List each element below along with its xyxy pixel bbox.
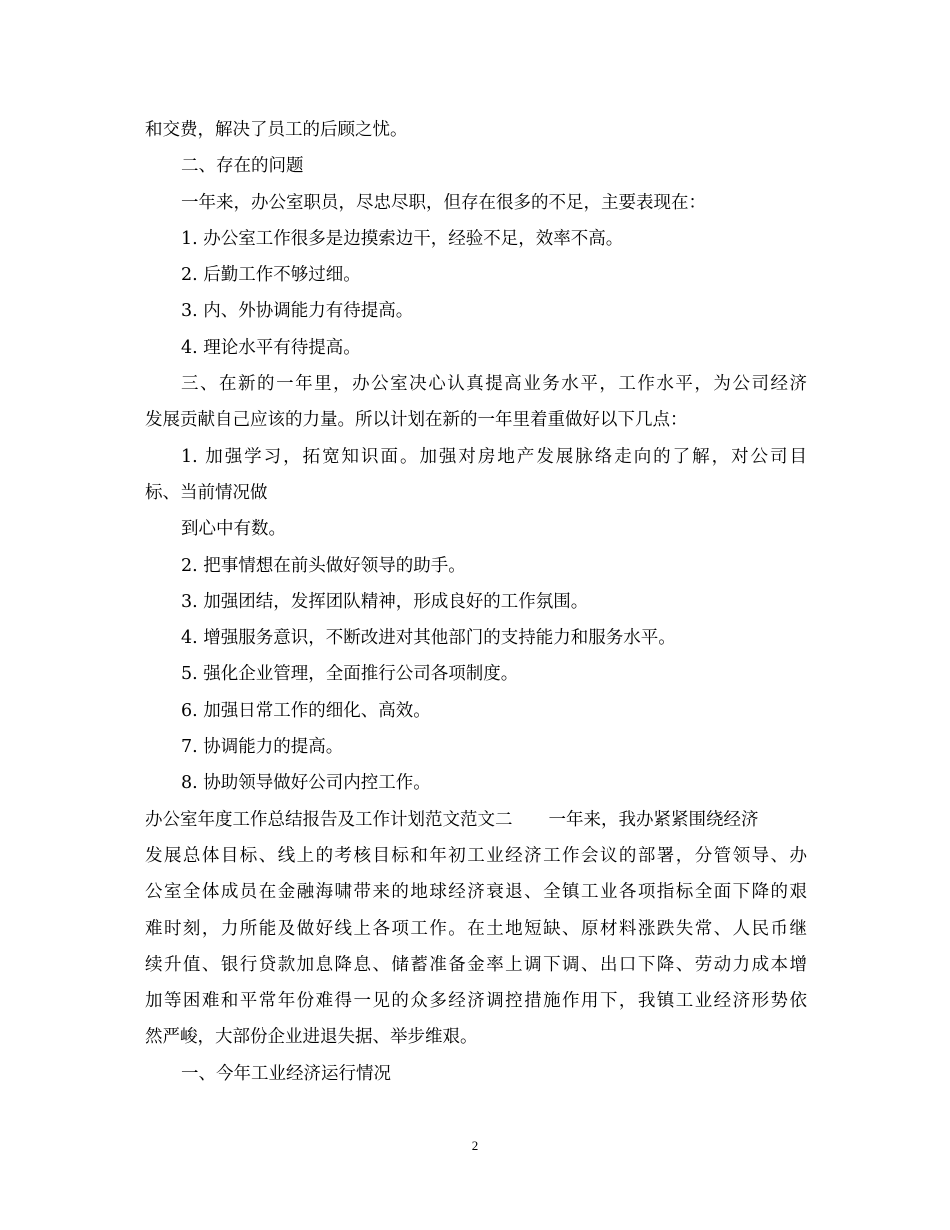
section-heading: 二、存在的问题 (181, 156, 304, 177)
list-item: 5. 强化企业管理，全面推行公司各项制度。 (181, 664, 519, 685)
list-item: 6. 加强日常工作的细化、高效。 (181, 700, 431, 721)
list-item: 1. 办公室工作很多是边摸索边干，经验不足，效率不高。 (181, 228, 624, 249)
paragraph-line: 发展总体目标、线上的考核目标和年初工业经济工作会议的部署，分管领导、办 (145, 845, 807, 866)
list-item: 4. 理论水平有待提高。 (181, 337, 361, 358)
document-body (145, 112, 807, 1092)
list-item: 3. 加强团结，发挥团队精神，形成良好的工作氛围。 (181, 591, 589, 612)
page-number: 2 (471, 1138, 479, 1153)
paragraph-line: 续升值、银行贷款加息降息、储蓄准备金率上调下调、出口下降、劳动力成本增 (145, 954, 807, 975)
paragraph-line: 和交费，解决了员工的后顾之忧。 (145, 120, 408, 140)
list-item: 8. 协助领导做好公司内控工作。 (181, 773, 431, 794)
list-item: 2. 把事情想在前头做好领导的助手。 (181, 555, 466, 576)
paragraph-line: 一年来，办公室职员，尽忠尽职，但存在很多的不足，主要表现在： (181, 192, 706, 213)
paragraph-line: 难时刻，力所能及做好线上各项工作。在土地短缺、原材料涨跌失常、人民币继 (145, 918, 807, 939)
document-title: 办公室年度工作总结报告及工作计划范文范文二 (145, 809, 513, 830)
paragraph-line: 加等困难和平常年份难得一见的众多经济调控措施作用下，我镇工业经济形势依 (145, 991, 807, 1012)
section-heading: 三、在新的一年里，办公室决心认真提高业务水平，工作水平，为公司经济 (181, 374, 807, 395)
paragraph-line: 标、当前情况做 (145, 482, 268, 503)
list-item: 7. 协调能力的提高。 (181, 737, 344, 758)
section-heading: 一、今年工业经济运行情况 (181, 1063, 391, 1084)
paragraph-line: 到心中有数。 (181, 519, 286, 540)
list-item: 1. 加强学习，拓宽知识面。加强对房地产发展脉络走向的了解，对公司目 (181, 446, 807, 467)
list-item: 2. 后勤工作不够过细。 (181, 265, 361, 286)
paragraph-line: 发展贡献自己应该的力量。所以计划在新的一年里着重做好以下几点： (145, 410, 688, 431)
paragraph-text: 一年来，我办紧紧围绕经济 (548, 809, 759, 830)
list-item: 3. 内、外协调能力有待提高。 (181, 301, 414, 322)
paragraph-line: 然严峻，大部份企业进退失据、举步维艰。 (145, 1027, 478, 1048)
paragraph-line (145, 802, 807, 838)
paragraph-line: 公室全体成员在金融海啸带来的地球经济衰退、全镇工业各项指标全面下降的艰 (145, 882, 807, 903)
list-item: 4. 增强服务意识，不断改进对其他部门的支持能力和服务水平。 (181, 628, 676, 649)
